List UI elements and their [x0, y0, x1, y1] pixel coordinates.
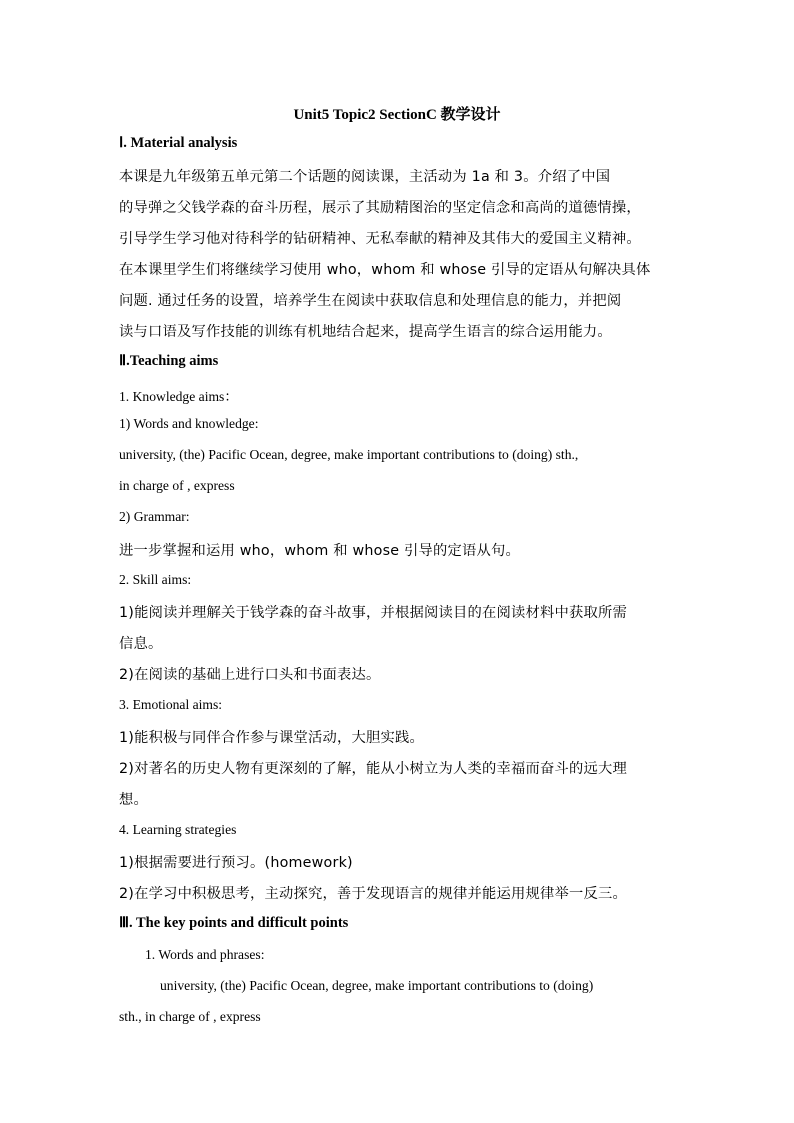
emotional-aim-item: 想。: [119, 792, 148, 808]
section-heading-material-analysis: Ⅰ. Material analysis: [119, 135, 238, 151]
paragraph-line: 读与口语及写作技能的训练有机地结合起来，提高学生语言的综合运用能力。: [119, 324, 612, 340]
learning-strategy-item: 1)根据需要进行预习。(homework): [119, 855, 353, 871]
skill-aims-heading: 2. Skill aims:: [119, 572, 192, 587]
paragraph-line: 问题. 通过任务的设置，培养学生在阅读中获取信息和处理信息的能力，并把阅: [119, 293, 622, 309]
knowledge-aims-heading: 1. Knowledge aims：: [119, 389, 238, 404]
page-title: Unit5 Topic2 SectionC 教学设计: [293, 107, 501, 123]
paragraph-line: 的导弹之父钱学森的奋斗历程，展示了其励精图治的坚定信念和高尚的道德情操，: [119, 200, 641, 216]
emotional-aim-item: 1)能积极与同伴合作参与课堂活动，大胆实践。: [119, 730, 425, 746]
vocabulary-line: sth., in charge of , express: [119, 1009, 261, 1024]
skill-aim-item: 2)在阅读的基础上进行口头和书面表达。: [119, 667, 381, 683]
learning-strategies-heading: 4. Learning strategies: [119, 822, 237, 837]
paragraph-line: 引导学生学习他对待科学的钻研精神、无私奉献的精神及其伟大的爱国主义精神。: [119, 231, 641, 247]
skill-aim-item: 1)能阅读并理解关于钱学森的奋斗故事，并根据阅读目的在阅读材料中获取所需: [119, 605, 627, 621]
grammar-label: 2) Grammar:: [119, 509, 190, 524]
paragraph-line: 本课是九年级第五单元第二个话题的阅读课，主活动为 1a 和 3。介绍了中国: [119, 169, 611, 185]
vocabulary-line: university, (the) Pacific Ocean, degree, make important contributions to (doing): [160, 978, 594, 993]
section-heading-key-points: Ⅲ. The key points and difficult points: [119, 915, 349, 931]
skill-aim-item: 信息。: [119, 636, 163, 652]
grammar-text: 进一步掌握和运用 who，whom 和 whose 引导的定语从句。: [119, 543, 520, 559]
paragraph-line: 在本课里学生们将继续学习使用 who，whom 和 whose 引导的定语从句解决具体: [119, 262, 651, 278]
section-heading-teaching-aims: Ⅱ.Teaching aims: [119, 353, 219, 369]
words-knowledge-label: 1) Words and knowledge:: [119, 416, 259, 431]
words-phrases-heading: 1. Words and phrases:: [145, 947, 265, 962]
vocabulary-line: university, (the) Pacific Ocean, degree, make important contributions to (doing) sth.,: [119, 447, 579, 462]
emotional-aims-heading: 3. Emotional aims:: [119, 697, 223, 712]
emotional-aim-item: 2)对著名的历史人物有更深刻的了解，能从小树立为人类的幸福而奋斗的远大理: [119, 761, 627, 777]
learning-strategy-item: 2)在学习中积极思考，主动探究，善于发现语言的规律并能运用规律举一反三。: [119, 886, 627, 902]
vocabulary-line: in charge of , express: [119, 478, 235, 493]
